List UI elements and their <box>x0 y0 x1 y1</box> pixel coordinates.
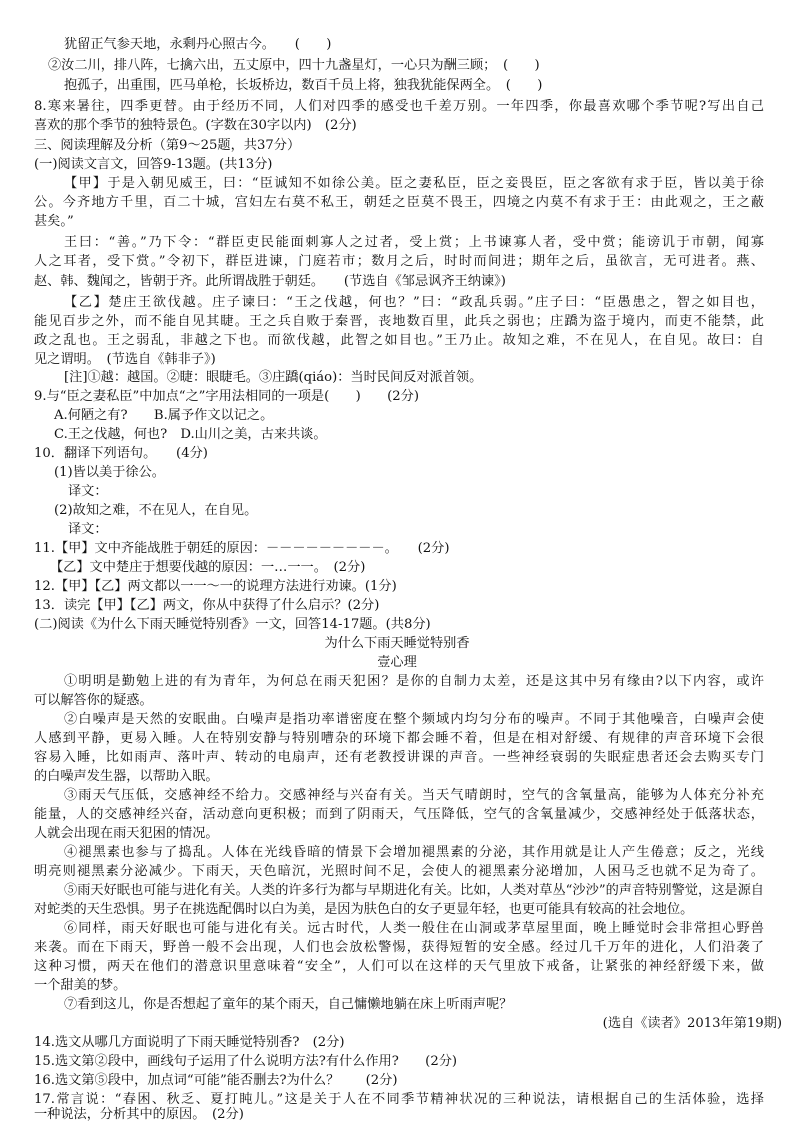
article-paragraph-line: ①明明是勤勉上进的有为青年，为何总在雨天犯困？是你的自制力太差，还是这其中另有缘由?以下内容，或许 <box>64 674 764 689</box>
question-17: 17.常言说：“春困、秋乏、夏打盹儿。”这是关于人在不同季节精神状况的三种说法，请根据自己的生活体验，选择 <box>34 1092 764 1107</box>
question-17-cont: 一种说法，分析其中的原因。 (2分) <box>34 1107 244 1122</box>
article-source: (选自《读者》2013年第19期) <box>602 1016 782 1031</box>
passage-yi-line: 能见百步之外，而不能自见其睫。王之兵自败于秦晋，丧地数百里，此兵之弱也；庄蹻为盗于境内，而吏不能禁，此 <box>34 314 764 329</box>
poem-line-3: 抱孤子，出重围，匹马单枪，长坂桥边，数百千员上将，独我犹能保两全。 ( ) <box>64 78 543 93</box>
question-9: 9.与“臣之妻私臣”中加点“之”字用法相同的一项是( ) (2分) <box>34 389 420 404</box>
question-9-options-ab: A.何陋之有? B.属予作文以记之。 <box>54 408 274 423</box>
annotation-note: [注]①越：越国。②睫：眼睫毛。③庄蹻(qiáo)：当时民间反对派首领。 <box>64 370 483 385</box>
part-1-heading: (一)阅读文言文，回答9-13题。(共13分) <box>34 157 273 172</box>
passage-jia-source: 赵、韩、魏闻之，皆朝于齐。此所谓战胜于朝廷。 (节选自《邹忌讽齐王纳谏》) <box>34 274 506 289</box>
article-paragraph-line: 这种习惯，两天在他们的潜意识里意味着“安全”，人们可以在这样的天气里放下戒备，让紧张的神经舒缓下来，做 <box>34 959 764 974</box>
passage-jia-line: 王曰：“善。”乃下令：“群臣吏民能面刺寡人之过者，受上赏；上书谏寡人者，受中赏；能谤讥于市朝，闻寡 <box>64 235 764 250</box>
question-8-cont: 喜欢的那个季节的独特景色。(字数在30字以内) (2分) <box>34 118 357 133</box>
article-paragraph-line: 能量，人的交感神经兴奋，活动意向更积极；而到了阴雨天，气压降低，空气的含氧量减少，交感神经处于低落状态， <box>34 807 764 822</box>
question-15: 15.选文第②段中，画线句子运用了什么说明方法?有什么作用? (2分) <box>34 1054 458 1069</box>
article-title: 为什么下雨天睡觉特别香 <box>324 636 470 651</box>
article-paragraph-line: ④褪黑素也参与了捣乱。人体在光线昏暗的情景下会增加褪黑素的分泌，其作用就是让人产生倦意；反之，光线 <box>64 845 764 860</box>
article-paragraph-line: 对蛇类的天生恐惧。男子在挑选配偶时以白为美，是因为肤色白的女子更显年轻，也更可能具有较高的社会地位。 <box>34 902 694 917</box>
article-paragraph-line: 来袭。而在下雨天，野兽一般不会出现，人们也会放松警惕，获得短暂的安全感。经过几千万年的进化，人们沿袭了 <box>34 940 764 955</box>
question-10-item-1: (1)皆以美于徐公。 <box>54 465 165 480</box>
question-8: 8.寒来暑往，四季更替。由于经历不同，人们对四季的感受也千差万别。一年四季，你最喜欢哪个季节呢?写出自己 <box>34 99 764 114</box>
article-author: 壹心理 <box>377 655 417 670</box>
article-paragraph-line: 明亮则褪黑素分泌减少。下雨天，天色暗沉，光照时间不足，会使人的褪黑素分泌增加，人困马乏也就不足为奇了。 <box>34 864 764 879</box>
passage-jia-line: 人之耳者，受下赏。”令初下，群臣进谏，门庭若市；数月之后，时时而间进；期年之后，虽欲言，无可进者。燕、 <box>34 254 764 269</box>
translation-label-2: 译文： <box>68 522 108 537</box>
article-paragraph-line: 人感到平静，更易入睡。人在特别安静与特别嘈杂的环境下都会睡不着，但是在相对舒缓、有规律的声音环境下会很 <box>34 731 764 746</box>
question-11-jia: 11.【甲】文中齐能战胜于朝廷的原因：－－－－－－－－－。 (2分) <box>34 541 450 556</box>
question-12: 12.【甲】【乙】两文都以一一～一的说理方法进行劝谏。(1分) <box>34 579 397 594</box>
question-13: 13．读完【甲】【乙】两文，你从中获得了什么启示？(2分) <box>34 598 380 613</box>
article-paragraph-line: ②白噪声是天然的安眠曲。白噪声是指功率谱密度在整个频域内均匀分布的噪声。不同于其他噪音，白噪声会使 <box>64 712 764 727</box>
passage-jia-line: 甚矣。” <box>34 214 74 229</box>
question-14: 14.选文从哪几方面说明了下雨天睡觉特别香? (2分) <box>34 1035 345 1050</box>
article-paragraph-line: 的白噪声发生器，以帮助入眠。 <box>34 769 219 784</box>
passage-jia-line: 【甲】于是入朝见威王，曰：“臣诚知不如徐公美。臣之妻私臣，臣之妾畏臣，臣之客欲有求于臣，皆以美于徐 <box>64 176 764 191</box>
passage-jia-line: 公。今齐地方千里，百二十城，宫妇左右莫不私王，朝廷之臣莫不畏王，四境之内莫不有求于王：由此观之，王之蔽 <box>34 195 764 210</box>
question-9-options-cd: C.王之伐越，何也? D.山川之美，古来共谈。 <box>54 427 327 442</box>
question-16: 16.选文第⑤段中，加点词“可能”能否删去?为什么？ (2分) <box>34 1073 398 1088</box>
passage-yi-line: 政之乱也。王之弱乱，非越之下也。而欲伐越，此智之如目也。”王乃止。故知之难，不在见人，在自见。故曰：自 <box>34 333 764 348</box>
article-paragraph-line: 人就会出现在雨天犯困的情况。 <box>34 826 219 841</box>
section-3-heading: 三、阅读理解及分析（第9～25题，共37分） <box>34 138 301 153</box>
question-10: 10．翻译下列语句。 (4分) <box>34 446 208 461</box>
article-paragraph-line: ⑥同样，雨天好眠也可能与进化有关。远古时代，人类一般住在山洞或茅草屋里面，晚上睡觉时会非常担心野兽 <box>64 921 764 936</box>
question-11-yi: 【乙】文中楚庄于想要伐越的原因：一…一一。 (2分) <box>50 560 366 575</box>
passage-yi-line: 【乙】楚庄王欲伐越。庄子谏曰：“王之伐越，何也？”曰：“政乱兵弱。”庄子曰：“臣愚患之，智之如目也， <box>64 295 764 310</box>
article-paragraph-line: ③雨天气压低，交感神经不给力。交感神经与兴奋有关。当天气晴朗时，空气的含氧量高，能够为人体充分补充 <box>64 788 764 803</box>
question-10-item-2: (2)故知之难，不在见人，在自见。 <box>54 503 258 518</box>
passage-yi-source: 见之谓明。 (节选自《韩非子》) <box>34 352 216 367</box>
poem-line-1: 犹留正气参天地，永剩丹心照古今。 ( ) <box>64 37 332 52</box>
poem-line-2: ②汝二川，排八阵，七擒六出，五丈原中，四十九盏星灯，一心只为酬三顾； ( ) <box>48 58 540 73</box>
article-paragraph-line: 可以解答你的疑惑。 <box>34 693 153 708</box>
article-paragraph-line: 一个甜美的梦。 <box>34 978 127 993</box>
article-paragraph-line: ⑦看到这儿，你是否想起了童年的某个雨天，自己慵懒地躺在床上听雨声呢？ <box>64 997 513 1012</box>
part-2-heading: (二)阅读《为什么下雨天睡觉特别香》一文，回答14-17题。(共8分) <box>34 617 431 632</box>
article-paragraph-line: ⑤雨天好眠也可能与进化有关。人类的许多行为都与早期进化有关。比如，人类对草丛“沙沙”的声音特别警觉，这是源自 <box>64 883 764 898</box>
translation-label-1: 译文： <box>68 484 108 499</box>
article-paragraph-line: 容易入睡，比如雨声、落叶声、转动的电扇声，还有老教授讲课的声音。一些神经衰弱的失眠症患者还会去购买专门 <box>34 750 764 765</box>
